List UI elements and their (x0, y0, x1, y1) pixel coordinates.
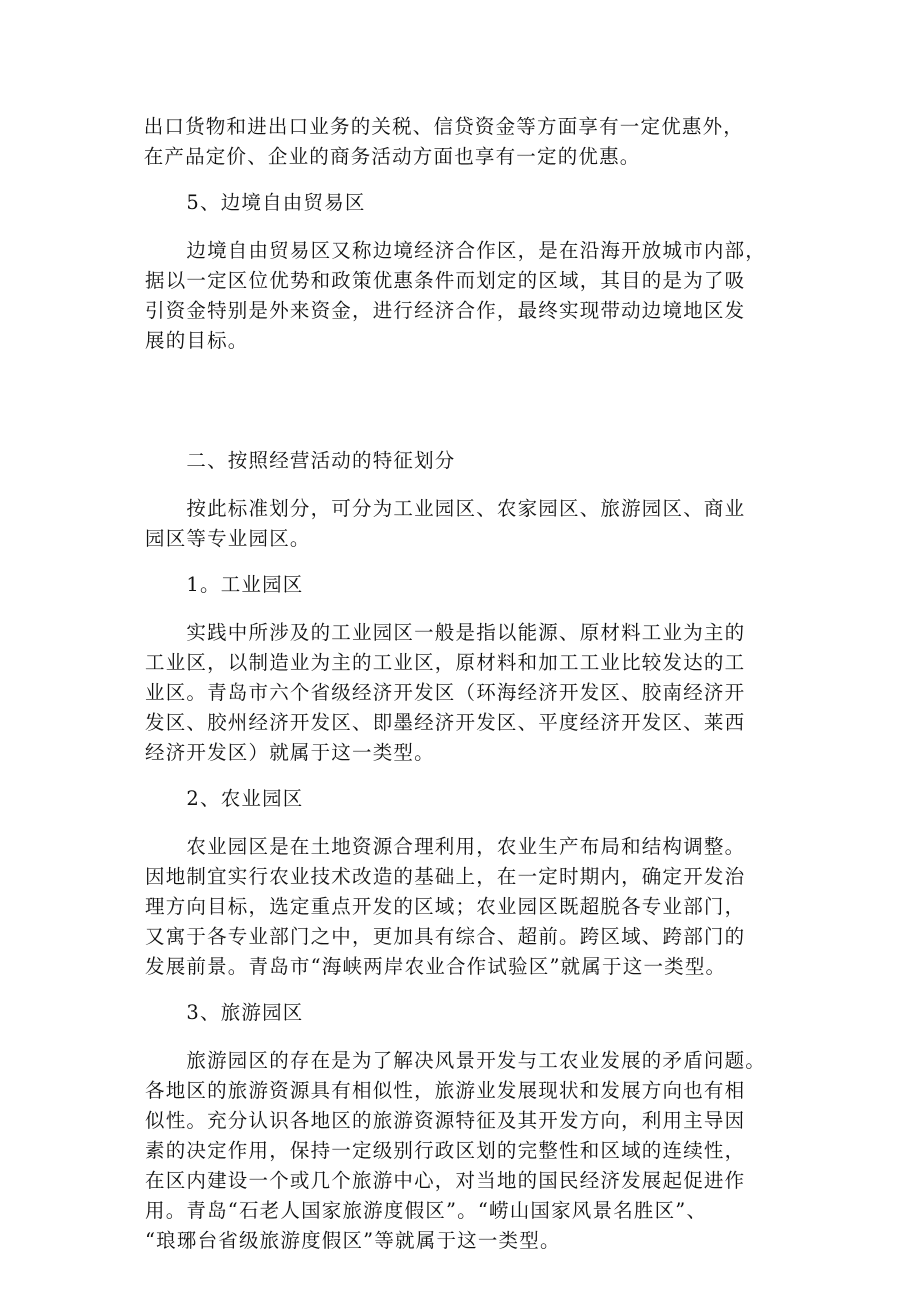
text-line: 引资金特别是外来资金，进行经济合作，最终实现带动边境地区发 (145, 299, 746, 322)
text-line: 因地制宜实行农业技术改造的基础上，在一定时期内，确定开发治 (145, 865, 746, 888)
text-line: 农业园区是在土地资源合理利用，农业生产布局和结构调整。 (145, 835, 746, 858)
text-line: 二、按照经营活动的特征划分 (145, 449, 456, 472)
document-page (123, 112, 777, 1256)
text-line: 在区内建设一个或几个旅游中心，对当地的国民经济发展起促进作 (145, 1169, 746, 1192)
text-line: 经济开发区）就属于这一类型。 (145, 741, 435, 764)
text-line: 各地区的旅游资源具有相似性，旅游业发展现状和发展方向也有相 (145, 1079, 746, 1102)
text-line: 工业区，以制造业为主的工业区，原材料和加工工业比较发达的工 (145, 651, 746, 674)
text-line: 边境自由贸易区又称边境经济合作区，是在沿海开放城市内部， (145, 239, 767, 262)
text-line: 业区。青岛市六个省级经济开发区（环海经济开发区、胶南经济开 (145, 681, 746, 704)
paragraph-tourism-park (145, 1046, 777, 1256)
text-line: 按此标准划分，可分为工业园区、农家园区、旅游园区、商业 (145, 497, 746, 520)
section-heading-tourism-park (145, 998, 777, 1028)
paragraph-classification (145, 494, 777, 554)
paragraph-agricultural-park (145, 832, 777, 982)
paragraph-border-free-trade-zone (145, 236, 777, 356)
text-line: 发展前景。青岛市“海峡两岸农业合作试验区”就属于这一类型。 (145, 955, 727, 978)
text-line: 用。青岛“石老人国家旅游度假区”。“崂山国家风景名胜区”、 (145, 1199, 708, 1222)
text-line: 又寓于各专业部门之中，更加具有综合、超前。跨区域、跨部门的 (145, 925, 746, 948)
text-line: “琅琊台省级旅游度假区”等就属于这一类型。 (145, 1229, 561, 1252)
text-line: 发区、胶州经济开发区、即墨经济开发区、平度经济开发区、莱西 (145, 711, 746, 734)
text-line: 展的目标。 (145, 329, 249, 352)
text-line: 园区等专业园区。 (145, 527, 311, 550)
text-line: 实践中所涉及的工业园区一般是指以能源、原材料工业为主的 (145, 621, 746, 644)
paragraph-industrial-park (145, 618, 777, 768)
text-line: 似性。充分认识各地区的旅游资源特征及其开发方向，利用主导因 (145, 1109, 746, 1132)
text-line: 1。工业园区 (145, 573, 304, 596)
text-line: 在产品定价、企业的商务活动方面也享有一定的优惠。 (123, 145, 641, 168)
section-heading-border-free-trade-zone (145, 188, 777, 218)
section-heading-agricultural-park (145, 784, 777, 814)
section-heading-by-business-activity (145, 446, 777, 476)
text-line: 旅游园区的存在是为了解决风景开发与工农业发展的矛盾问题。 (145, 1049, 767, 1072)
text-line: 据以一定区位优势和政策优惠条件而划定的区域，其目的是为了吸 (145, 269, 746, 292)
text-line: 理方向目标，选定重点开发的区域；农业园区既超脱各专业部门， (145, 895, 746, 918)
text-line: 2、农业园区 (145, 787, 304, 810)
text-line: 3、旅游园区 (145, 1001, 304, 1024)
text-line: 5、边境自由贸易区 (145, 191, 366, 214)
text-line: 素的决定作用，保持一定级别行政区划的完整性和区域的连续性， (145, 1139, 746, 1162)
paragraph-intro-continuation (123, 112, 777, 172)
text-line: 出口货物和进出口业务的关税、信贷资金等方面享有一定优惠外， (123, 115, 745, 138)
section-heading-industrial-park (145, 570, 777, 600)
